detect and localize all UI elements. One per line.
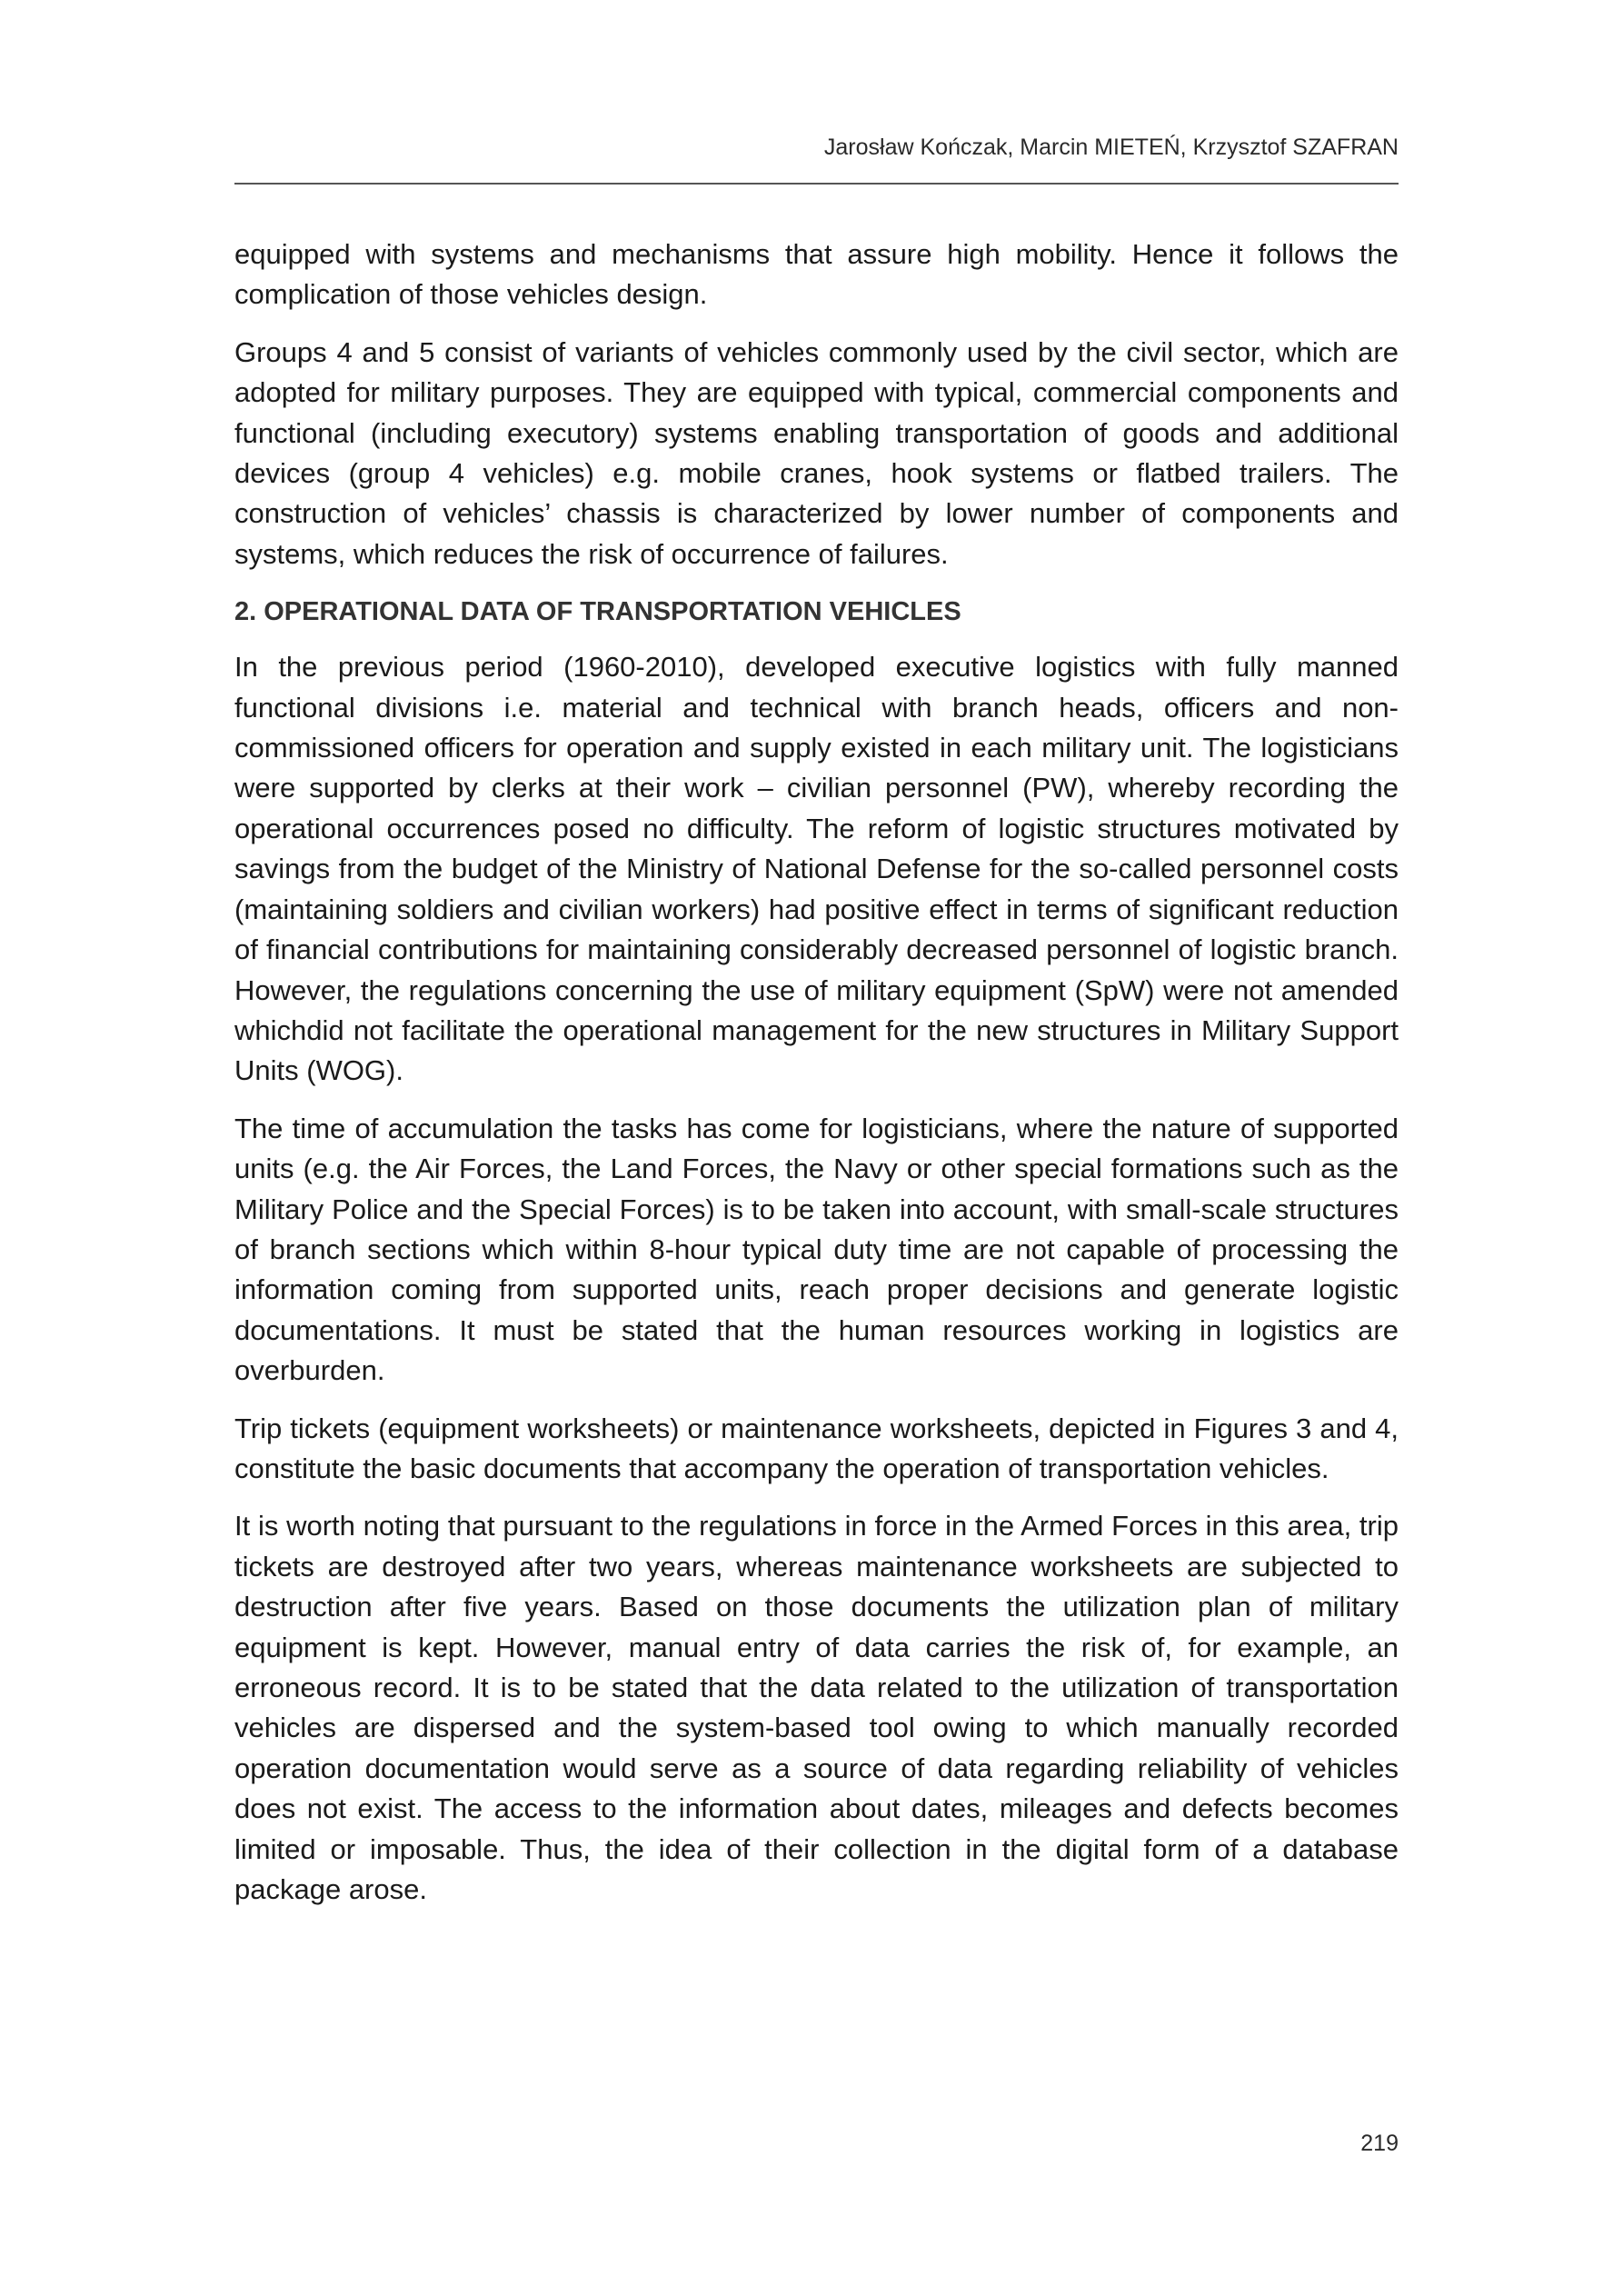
paragraph-previous-period: In the previous period (1960-2010), developed executive logistics with fully manned functional divisions i.e. material and technical with branch heads, officers and non-commissioned officers for operation and supply existed in each military unit. The logisticians were supported by clerks at their work – civilian personnel (PW), whereby recording the operational occurrences posed no difficulty. The reform of logistic structures motivated by savings from the budget of the Ministry of National Defense for the so-called personnel costs (maintaining soldiers and civilian workers) had positive effect in terms of significant reduction of financial contributions for maintaining considerably decreased personnel of logistic branch. However, the regulations concerning the use of military equipment (SpW) were not amended whichdid not facilitate the operational management for the new structures in Military Support Units (WOG). <box>234 651 1399 1087</box>
paragraph-regulations: It is worth noting that pursuant to the regulations in force in the Armed Forces in this area, trip tickets are destroyed after two years, whereas maintenance worksheets are subjected to destruction after five years. Based on those documents the utilization plan of military equipment is kept. However, manual entry of data carries the risk of, for example, an erroneous record. It is to be stated that the data related to the utilization of transportation vehicles are dispersed and the system-based tool owing to which manually recorded operation documentation would serve as a source of data regarding reliability of vehicles does not exist. The access to the information about dates, mileages and defects becomes limited or imposable. Thus, the idea of their collection in the digital form of a database package arose. <box>234 1510 1399 1906</box>
article-body <box>234 235 1399 1927</box>
header-divider <box>234 183 1399 185</box>
paragraph-groups: Groups 4 and 5 consist of variants of vehicles commonly used by the civil sector, which are adopted for military purposes. They are equipped with typical, commercial components and functional (including executory) systems enabling transportation of goods and additional devices (group 4 vehicles) e.g. mobile cranes, hook systems or flatbed trailers. The construction of vehicles’ chassis is characterized by lower number of components and systems, which reduces the risk of occurrence of failures. <box>234 335 1399 570</box>
paragraph-continuation: equipped with systems and mechanisms that assure high mobility. Hence it follows the complication of those vehicles design. <box>234 238 1399 311</box>
running-header-authors: Jarosław Kończak, Marcin MIETEŃ, Krzysztof SZAFRAN <box>823 135 1399 160</box>
paragraph-accumulation: The time of accumulation the tasks has come for logisticians, where the nature of supported units (e.g. the Air Forces, the Land Forces, the Navy or other special formations such as the Military Police and the Special Forces) is to be taken into account, with small-scale structures of branch sections which within 8-hour typical duty time are not capable of processing the information coming from supported units, reach proper decisions and generate logistic documentations. It must be stated that the human resources working in logistics are overburden. <box>234 1112 1399 1387</box>
section-heading: 2. OPERATIONAL DATA OF TRANSPORTATION VEHICLES <box>234 597 961 627</box>
page-number: 219 <box>1360 2131 1399 2156</box>
paragraph-trip-tickets: Trip tickets (equipment worksheets) or maintenance worksheets, depicted in Figures 3 and 4, constitute the basic documents that accompany the operation of transportation vehicles. <box>234 1412 1399 1484</box>
